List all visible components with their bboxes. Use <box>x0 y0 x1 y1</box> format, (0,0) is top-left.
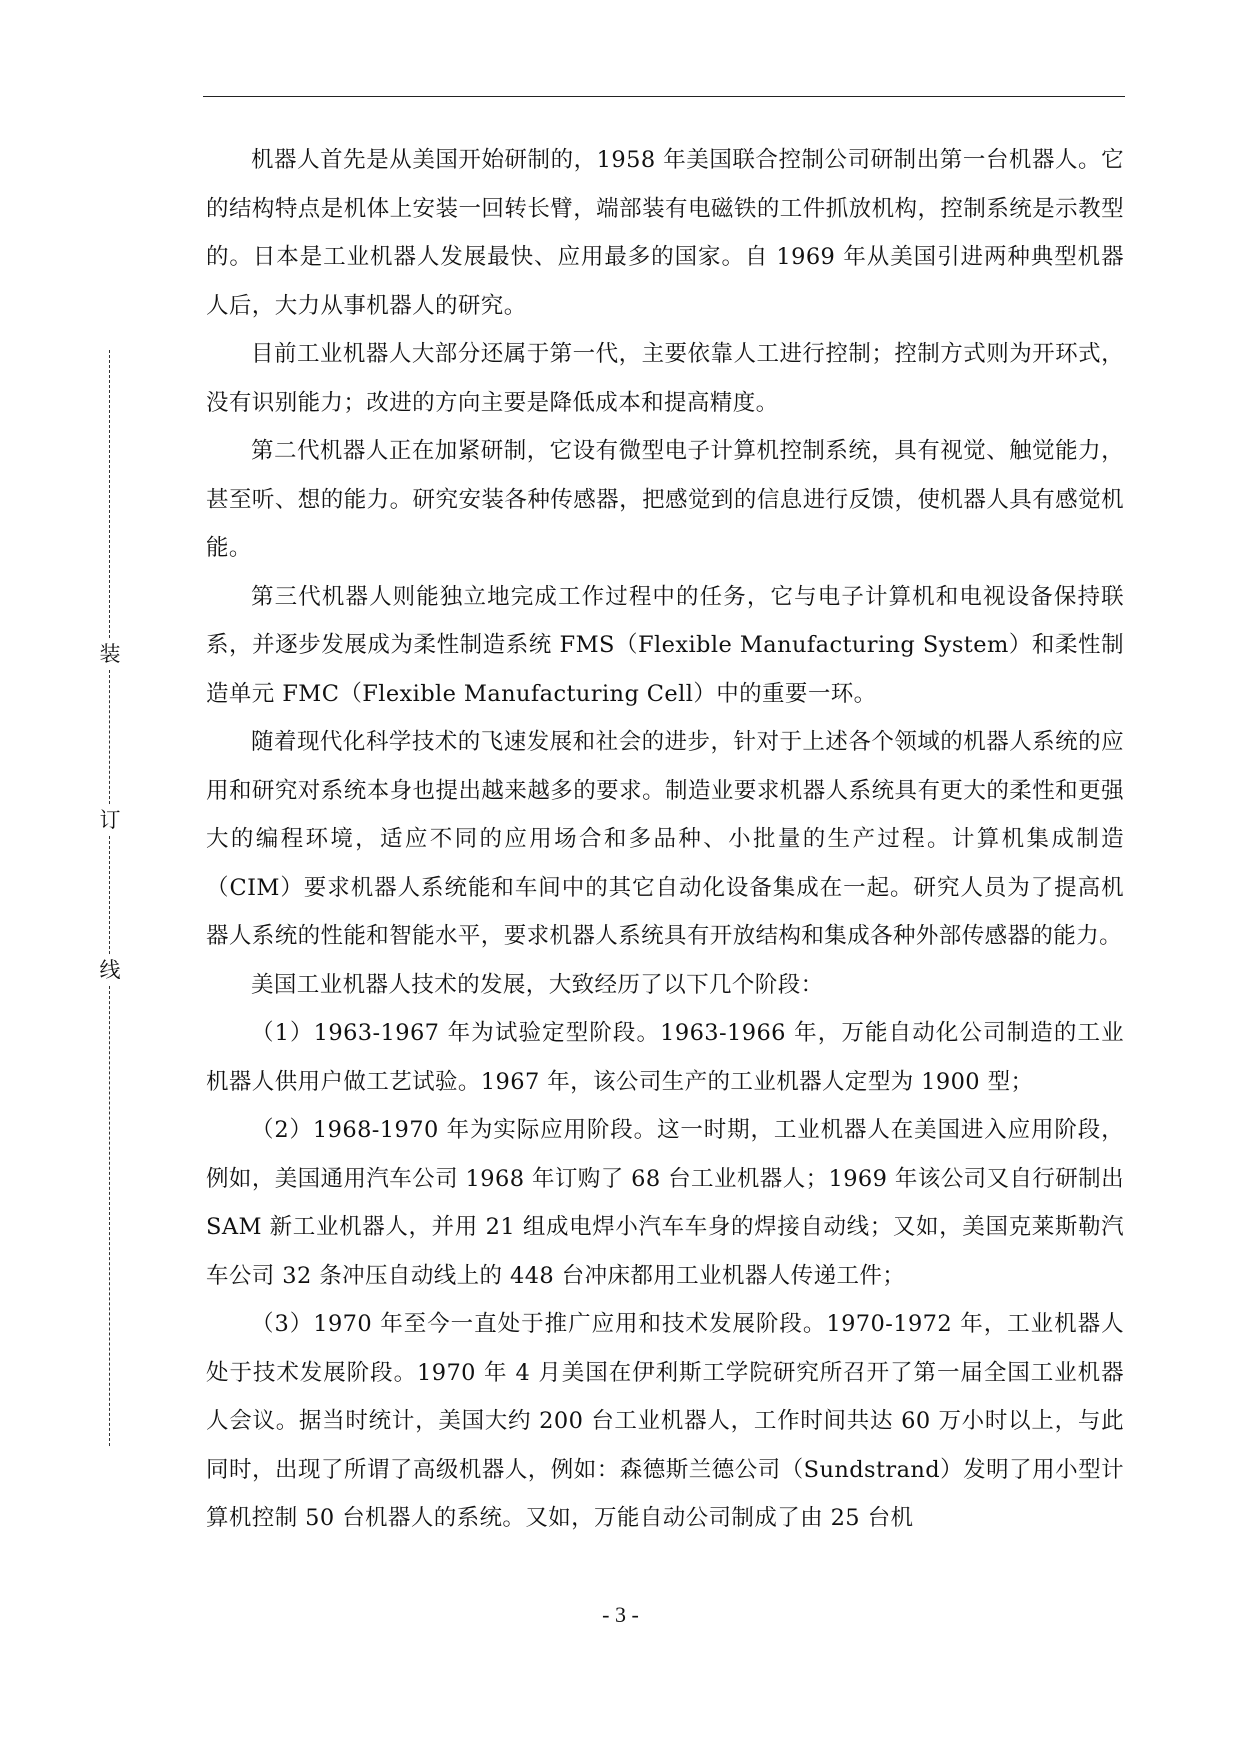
paragraph-stage-3: （3）1970 年至今一直处于推广应用和技术发展阶段。1970-1972 年，工业机器人处于技术发展阶段。1970 年 4 月美国在伊利斯工学院研究所召开了第一届全国工业机器人会议。据当时统计，美国大约 200 台工业机器人，工作时间共达 60 万小时以上，与此同时，出现了所谓了高级机器人，例如：森德斯兰德公司（Sundstrand）发明了用小型计算机控制 50 台机器人的系统。又如，万能自动公司制成了由 25 台机 <box>206 1311 1124 1531</box>
binding-mark-xian: 线 <box>99 958 121 982</box>
paragraph-us-stages-intro: 美国工业机器人技术的发展，大致经历了以下几个阶段： <box>251 971 824 998</box>
binding-line <box>96 350 124 1450</box>
document-body <box>206 136 1124 1543</box>
binding-dash-bottom <box>109 986 110 1446</box>
paragraph-stage-2: （2）1968-1970 年为实际应用阶段。这一时期，工业机器人在美国进入应用阶段，例如，美国通用汽车公司 1968 年订购了 68 台工业机器人；1969 年该公司又自行研制出 SAM 新工业机器人，并用 21 组成电焊小汽车车身的焊接自动线；又如，美国克莱斯勒汽车公司 32 条冲压自动线上的 448 台冲床都用工业机器人传递工件； <box>206 1117 1124 1289</box>
binding-dash-upper <box>109 670 110 804</box>
binding-mark-ding: 订 <box>99 808 121 832</box>
paragraph-stage-1: （1）1963-1967 年为试验定型阶段。1963-1966 年，万能自动化公司制造的工业机器人供用户做工艺试验。1967 年，该公司生产的工业机器人定型为 1900 型； <box>206 1020 1124 1095</box>
paragraph-origin: 机器人首先是从美国开始研制的，1958 年美国联合控制公司研制出第一台机器人。它的结构特点是机体上安装一回转长臂，端部装有电磁铁的工件抓放机构，控制系统是示教型的。日本是工业机器人发展最快、应用最多的国家。自 1969 年从美国引进两种典型机器人后，大力从事机器人的研究。 <box>206 147 1124 319</box>
binding-dash-lower <box>109 836 110 954</box>
binding-mark-zhuang: 装 <box>99 642 121 666</box>
paragraph-second-generation: 第二代机器人正在加紧研制，它设有微型电子计算机控制系统，具有视觉、触觉能力，甚至听、想的能力。研究安装各种传感器，把感觉到的信息进行反馈，使机器人具有感觉机能。 <box>206 438 1124 561</box>
paragraph-third-generation: 第三代机器人则能独立地完成工作过程中的任务，它与电子计算机和电视设备保持联系，并逐步发展成为柔性制造系统 FMS（Flexible Manufacturing System）和柔性制造单元 FMC（Flexible Manufacturing Cell）中的重要一环。 <box>206 583 1124 707</box>
page-number: - 3 - <box>602 1602 639 1627</box>
paragraph-first-generation: 目前工业机器人大部分还属于第一代，主要依靠人工进行控制；控制方式则为开环式，没有识别能力；改进的方向主要是降低成本和提高精度。 <box>206 341 1124 416</box>
paragraph-requirements: 随着现代化科学技术的飞速发展和社会的进步，针对于上述各个领域的机器人系统的应用和研究对系统本身也提出越来越多的要求。制造业要求机器人系统具有更大的柔性和更强大的编程环境，适应不同的应用场合和多品种、小批量的生产过程。计算机集成制造（CIM）要求机器人系统能和车间中的其它自动化设备集成在一起。研究人员为了提高机器人系统的性能和智能水平，要求机器人系统具有开放结构和集成各种外部传感器的能力。 <box>206 729 1124 949</box>
binding-dash-top <box>109 350 110 638</box>
header-rule <box>203 96 1125 97</box>
